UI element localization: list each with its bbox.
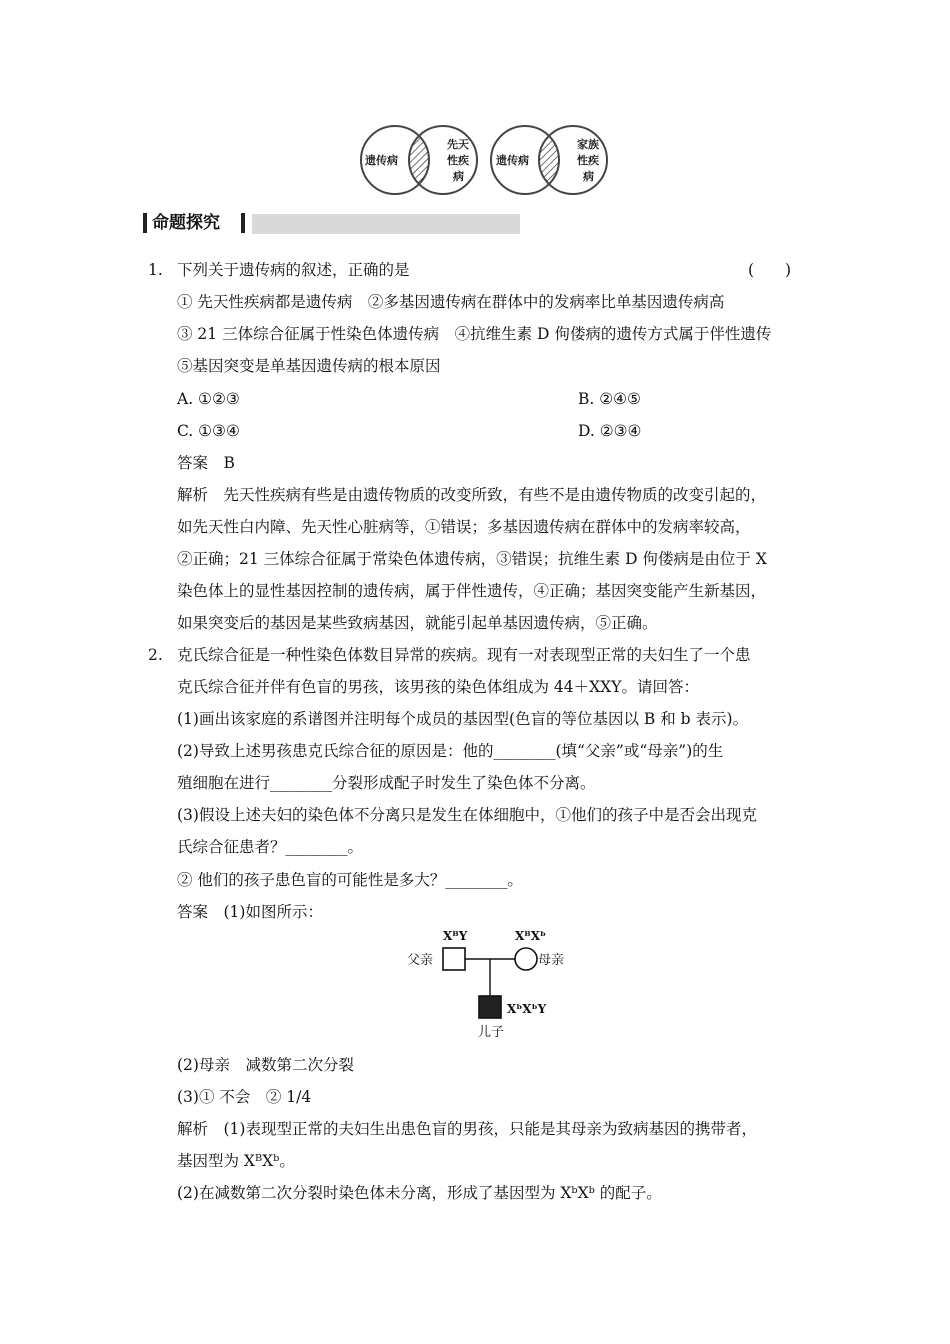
q2-part-4: (3)假设上述夫妇的染色体不分离只是发生在体细胞中，①他们的孩子中是否会出现克 bbox=[177, 806, 757, 824]
q1-analysis-5: 如果突变后的基因是某些致病基因，就能引起单基因遗传病，⑤正确。 bbox=[177, 614, 658, 632]
q1-statement-3: ⑤基因突变是单基因遗传病的根本原因 bbox=[177, 357, 441, 375]
q1-statement-1: ① 先天性疾病都是遗传病 ②多基因遗传病在群体中的发病率比单基因遗传病高 bbox=[177, 293, 725, 311]
venn-left-b2: 性疾 bbox=[447, 154, 469, 167]
venn-left-b1: 先天 bbox=[447, 138, 469, 151]
mother-label: 母亲 bbox=[538, 953, 565, 968]
venn-left-a: 遗传病 bbox=[365, 154, 398, 167]
q1-number: 1. bbox=[148, 261, 163, 279]
q1-bracket: ( ) bbox=[748, 261, 792, 279]
q1-analysis-4: 染色体上的显性基因控制的遗传病，属于伴性遗传，④正确；基因突变能产生新基因， bbox=[177, 582, 767, 600]
section-title: 命题探究 bbox=[152, 213, 220, 233]
q2-analysis-3: (2)在减数第二次分裂时染色体未分离，形成了基因型为 XᵇXᵇ 的配子。 bbox=[177, 1184, 662, 1202]
q2-number: 2. bbox=[148, 646, 163, 664]
q1-option-c: C. ①③④ bbox=[177, 422, 240, 440]
q2-part-1: (1)画出该家庭的系谱图并注明每个成员的基因型(色盲的等位基因以 B 和 b 表示)。 bbox=[177, 710, 749, 728]
section-bar-right bbox=[241, 213, 245, 233]
son-square bbox=[479, 996, 501, 1018]
venn-right-a: 遗传病 bbox=[496, 154, 529, 167]
mother-genotype: XᴮXᵇ bbox=[515, 929, 546, 943]
q2-part-6: ② 他们的孩子患色盲的可能性是多大？________。 bbox=[177, 871, 523, 889]
q2-analysis-1: 解析 (1)表现型正常的夫妇生出患色盲的男孩，只能是其母亲为致病基因的携带者， bbox=[177, 1120, 757, 1138]
q1-statement-2: ③ 21 三体综合征属于性染色体遗传病 ④抗维生素 D 佝偻病的遗传方式属于伴性遗传 bbox=[177, 325, 772, 343]
q1-analysis-1: 解析 先天性疾病有些是由遗传物质的改变所致，有些不是由遗传物质的改变引起的， bbox=[177, 486, 767, 504]
q1-option-a: A. ①②③ bbox=[177, 390, 240, 408]
q1-analysis-2: 如先天性白内障、先天性心脏病等，①错误；多基因遗传病在群体中的发病率较高， bbox=[177, 518, 751, 536]
q2-part-3: 殖细胞在进行________分裂形成配子时发生了染色体不分离。 bbox=[177, 774, 596, 792]
q2-answer-3: (3)① 不会 ② 1/4 bbox=[177, 1088, 312, 1106]
q2-part-2: (2)导致上述男孩患克氏综合征的原因是：他的________(填“父亲”或“母亲”)的生 bbox=[177, 742, 724, 760]
q2-part-5: 氏综合征患者？________。 bbox=[177, 838, 364, 856]
father-genotype: XᴮY bbox=[443, 929, 468, 943]
q2-answer-2: (2)母亲 减数第二次分裂 bbox=[177, 1056, 354, 1074]
son-label: 儿子 bbox=[478, 1025, 505, 1040]
q1-stem: 下列关于遗传病的叙述，正确的是 bbox=[177, 261, 410, 279]
q1-answer: 答案 B bbox=[177, 454, 235, 472]
q2-answer-intro: 答案 (1)如图所示： bbox=[177, 903, 323, 921]
q1-analysis-3: ②正确；21 三体综合征属于常染色体遗传病，③错误；抗维生素 D 佝偻病是由位于 X bbox=[177, 550, 767, 568]
section-grey-bar bbox=[252, 214, 520, 234]
mother-circle bbox=[515, 948, 537, 970]
q2-stem-2: 克氏综合征并伴有色盲的男孩，该男孩的染色体组成为 44＋XXY。请回答： bbox=[177, 678, 699, 696]
venn-right-b2: 性疾 bbox=[577, 154, 599, 167]
father-square bbox=[443, 948, 465, 970]
venn-diagrams bbox=[355, 118, 635, 202]
q2-analysis-2: 基因型为 XᴮXᵇ。 bbox=[177, 1152, 295, 1170]
son-genotype: XᵇXᵇY bbox=[507, 1002, 547, 1016]
venn-left-b3: 病 bbox=[453, 170, 464, 183]
venn-right-b3: 病 bbox=[583, 170, 594, 183]
pedigree-chart bbox=[395, 920, 595, 1045]
section-bar-left bbox=[143, 213, 147, 233]
father-label: 父亲 bbox=[407, 953, 434, 968]
q1-option-b: B. ②④⑤ bbox=[578, 390, 641, 408]
q2-stem-1: 克氏综合征是一种性染色体数目异常的疾病。现有一对表现型正常的夫妇生了一个患 bbox=[177, 646, 751, 664]
venn-right-b1: 家族 bbox=[577, 138, 599, 151]
q1-option-d: D. ②③④ bbox=[578, 422, 642, 440]
